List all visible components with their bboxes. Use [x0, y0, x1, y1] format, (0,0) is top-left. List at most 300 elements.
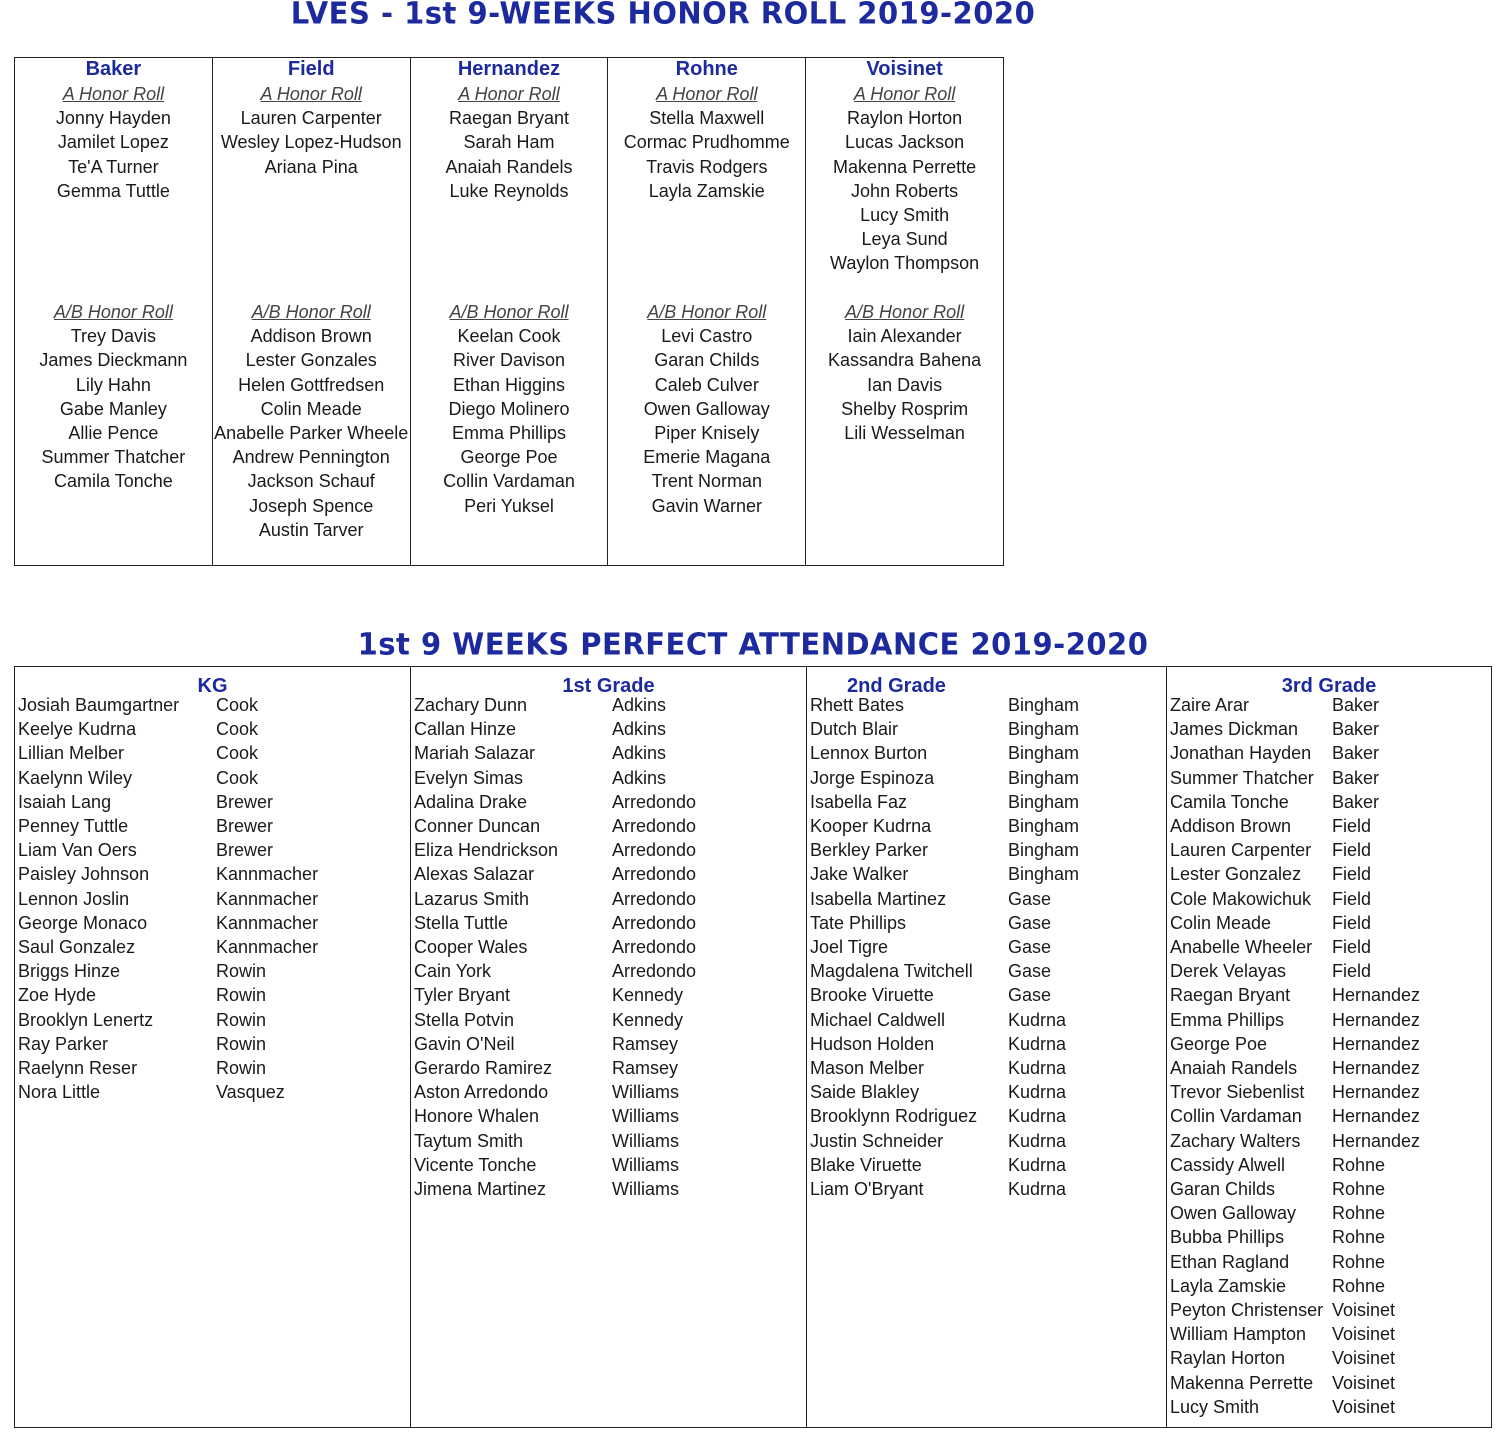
- attendance-row: [1167, 959, 1491, 983]
- student-name: Austin Tarver: [258, 519, 364, 540]
- teacher-name: Gase: [1008, 985, 1052, 1006]
- student-name: Iain Alexander: [847, 326, 962, 347]
- attendance-row: [1167, 1177, 1491, 1201]
- teacher-name: Rowin: [216, 961, 267, 982]
- teacher-name: Williams: [612, 1082, 679, 1103]
- teacher-name: Baker: [1332, 767, 1380, 788]
- teacher-name: Williams: [612, 1154, 679, 1175]
- student-name: Tyler Bryant: [414, 985, 511, 1006]
- student-name: Aston Arredondo: [414, 1082, 549, 1103]
- attendance-row: [807, 959, 1166, 983]
- teacher-name: Williams: [612, 1130, 679, 1151]
- student-name: Colin Meade: [260, 398, 362, 419]
- teacher-column: [806, 58, 1003, 565]
- student-name: Caleb Culver: [654, 374, 759, 395]
- attendance-row: [411, 766, 806, 790]
- attendance-row: [15, 935, 410, 959]
- grade-column: [411, 667, 807, 1427]
- attendance-row: [15, 766, 410, 790]
- attendance-row: [807, 887, 1166, 911]
- attendance-row: [1167, 862, 1491, 886]
- a-honor-roll-label: A Honor Roll: [260, 84, 362, 104]
- student-name: Trevor Siebenlist: [1170, 1082, 1305, 1103]
- student-name: Jackson Schauf: [247, 471, 375, 492]
- a-honor-roll-group: [608, 82, 805, 300]
- student-name: Cole Makowichuk: [1170, 888, 1312, 909]
- attendance-row: [15, 911, 410, 935]
- student-name: Gabe Manley: [59, 398, 167, 419]
- attendance-row: [1167, 1225, 1491, 1249]
- student-name: Raegan Bryant: [1170, 985, 1291, 1006]
- attendance-row: [807, 983, 1166, 1007]
- attendance-row: [1167, 1129, 1491, 1153]
- student-name: Lauren Carpenter: [1170, 840, 1312, 861]
- attendance-row: [1167, 1008, 1491, 1032]
- grade-column: [807, 667, 1167, 1427]
- student-name: Gerardo Ramirez: [414, 1058, 553, 1079]
- attendance-row: [807, 1008, 1166, 1032]
- student-name: Keelye Kudrna: [18, 719, 137, 740]
- teacher-name: Kennedy: [612, 1009, 684, 1030]
- teacher-name: Voisinet: [1332, 1300, 1396, 1321]
- teacher-name: Hernandez: [1332, 1106, 1421, 1127]
- student-name: Bubba Phillips: [1170, 1227, 1285, 1248]
- attendance-row: [1167, 983, 1491, 1007]
- student-name: Lily Hahn: [75, 374, 151, 395]
- a-honor-roll-group: [213, 82, 410, 300]
- student-name: Shelby Rosprim: [841, 398, 969, 419]
- attendance-row: [15, 1080, 410, 1104]
- attendance-row: [807, 911, 1166, 935]
- student-name: Anabelle Parker Wheele: [214, 423, 409, 444]
- student-name: Brooklynn Rodriguez: [810, 1106, 978, 1127]
- attendance-row: [807, 693, 1166, 717]
- student-name: Raegan Bryant: [448, 108, 570, 129]
- attendance-row: [1167, 717, 1491, 741]
- teacher-name: Hernandez: [1332, 1009, 1421, 1030]
- student-name: Cain York: [414, 961, 492, 982]
- student-name: Lennox Burton: [810, 743, 928, 764]
- student-name: Garan Childs: [654, 350, 760, 371]
- teacher-name: Adkins: [612, 767, 667, 788]
- student-name: Lili Wesselman: [844, 423, 965, 444]
- student-name: Addison Brown: [1170, 816, 1292, 837]
- attendance-row: [15, 814, 410, 838]
- attendance-row: [807, 1129, 1166, 1153]
- teacher-name: Kannmacher: [216, 912, 319, 933]
- attendance-row: [15, 1032, 410, 1056]
- teacher-name: Rohne: [1332, 1275, 1386, 1296]
- attendance-row: [411, 693, 806, 717]
- teacher-name: Kennedy: [612, 985, 684, 1006]
- student-name: Mariah Salazar: [414, 743, 536, 764]
- student-name: Zachary Walters: [1170, 1130, 1301, 1151]
- attendance-row: [411, 717, 806, 741]
- student-name: Trey Davis: [70, 326, 157, 347]
- student-name: Alexas Salazar: [414, 864, 535, 885]
- student-name: Kassandra Bahena: [828, 350, 982, 371]
- student-name: Ethan Ragland: [1170, 1251, 1290, 1272]
- student-name: Jamilet Lopez: [57, 132, 169, 153]
- teacher-name: Adkins: [612, 743, 667, 764]
- teacher-name: Gase: [1008, 961, 1052, 982]
- attendance-row: [411, 935, 806, 959]
- attendance-row: [411, 1080, 806, 1104]
- a-honor-roll-label: A Honor Roll: [853, 84, 956, 104]
- student-name: Camila Tonche: [54, 471, 173, 492]
- a-honor-roll-label: A Honor Roll: [656, 84, 758, 104]
- student-name: Dutch Blair: [810, 719, 899, 740]
- teacher-name: Bingham: [1008, 743, 1080, 764]
- attendance-row: [411, 741, 806, 765]
- student-name: Stella Maxwell: [649, 108, 765, 129]
- attendance-row: [411, 983, 806, 1007]
- student-name: Isabella Faz: [810, 791, 908, 812]
- student-name: Makenna Perrette: [1170, 1372, 1314, 1393]
- ab-honor-roll-group: [608, 300, 805, 518]
- student-name: Michael Caldwell: [810, 1009, 946, 1030]
- student-name: Justin Schneider: [810, 1130, 944, 1151]
- attendance-row: [1167, 1298, 1491, 1322]
- teacher-name: Arredondo: [612, 816, 697, 837]
- student-name: Joel Tigre: [810, 937, 889, 958]
- student-name: Jake Walker: [810, 864, 909, 885]
- teacher-name: Williams: [612, 1179, 679, 1200]
- student-name: Jonathan Hayden: [1170, 743, 1312, 764]
- student-name: Stella Potvin: [414, 1009, 515, 1030]
- teacher-name: Bingham: [1008, 864, 1080, 885]
- attendance-row: [411, 911, 806, 935]
- teacher-name: Baker: [85, 58, 142, 80]
- student-name: Andrew Pennington: [232, 447, 390, 468]
- teacher-name: Rowin: [216, 1058, 267, 1079]
- attendance-row: [15, 862, 410, 886]
- teacher-name: Voisinet: [1332, 1396, 1396, 1417]
- student-name: Gavin Warner: [651, 495, 762, 516]
- ab-honor-roll-group: [213, 300, 410, 542]
- teacher-name: Arredondo: [612, 888, 697, 909]
- teacher-name: Bingham: [1008, 791, 1080, 812]
- teacher-name: Ramsey: [612, 1033, 679, 1054]
- student-name: Anaiah Randels: [1170, 1058, 1298, 1079]
- student-name: Camila Tonche: [1170, 791, 1289, 812]
- attendance-row: [807, 717, 1166, 741]
- teacher-name: Rohne: [1332, 1251, 1386, 1272]
- student-name: Gavin O'Neil: [414, 1033, 515, 1054]
- teacher-name: Adkins: [612, 719, 667, 740]
- student-name: Isabella Martinez: [810, 888, 947, 909]
- student-name: Leya Sund: [861, 229, 948, 250]
- teacher-name: Gase: [1008, 912, 1052, 933]
- student-name: Makenna Perrette: [833, 156, 977, 177]
- student-name: Owen Galloway: [1170, 1203, 1297, 1224]
- attendance-row: [15, 790, 410, 814]
- attendance-row: [1167, 911, 1491, 935]
- student-name: Zachary Dunn: [414, 695, 528, 715]
- attendance-row: [1167, 935, 1491, 959]
- attendance-row: [1167, 887, 1491, 911]
- student-name: Waylon Thompson: [830, 253, 980, 274]
- student-name: Cassidy Alwell: [1170, 1154, 1286, 1175]
- teacher-name: Baker: [1332, 743, 1380, 764]
- teacher-column: [15, 58, 213, 565]
- teacher-name: Kannmacher: [216, 864, 319, 885]
- student-name: Collin Vardaman: [1170, 1106, 1302, 1127]
- attendance-row: [411, 1032, 806, 1056]
- attendance-row: [807, 1104, 1166, 1128]
- ab-honor-roll-label: A/B Honor Roll: [53, 302, 173, 322]
- ab-honor-roll-label: A/B Honor Roll: [647, 302, 767, 322]
- teacher-name: Gase: [1008, 937, 1052, 958]
- student-name: Blake Viruette: [810, 1154, 922, 1175]
- student-name: Sarah Ham: [463, 132, 555, 153]
- teacher-name: Kannmacher: [216, 937, 319, 958]
- student-name: Joseph Spence: [249, 495, 374, 516]
- student-name: Ian Davis: [867, 374, 943, 395]
- attendance-row: [1167, 1153, 1491, 1177]
- grade-heading: 2nd Grade: [847, 675, 946, 697]
- student-name: Conner Duncan: [414, 816, 541, 837]
- student-name: Lazarus Smith: [414, 888, 530, 909]
- student-name: Layla Zamskie: [1170, 1275, 1287, 1296]
- attendance-row: [15, 717, 410, 741]
- student-name: Adalina Drake: [414, 791, 528, 812]
- student-name: Travis Rodgers: [646, 156, 768, 177]
- student-name: Diego Molinero: [448, 398, 570, 419]
- teacher-name: Cook: [216, 719, 259, 740]
- teacher-name: Arredondo: [612, 864, 697, 885]
- attendance-row: [411, 814, 806, 838]
- attendance-row: [807, 1056, 1166, 1080]
- student-name: Nora Little: [18, 1082, 101, 1103]
- teacher-name: Field: [1332, 937, 1372, 958]
- attendance-row: [15, 741, 410, 765]
- attendance-row: [1167, 1346, 1491, 1370]
- teacher-name: Voisinet: [1332, 1324, 1396, 1345]
- teacher-name: Kannmacher: [216, 888, 319, 909]
- attendance-row: [15, 1056, 410, 1080]
- student-name: Colin Meade: [1170, 912, 1272, 933]
- student-name: Trent Norman: [651, 471, 762, 492]
- attendance-row: [15, 887, 410, 911]
- student-name: Ray Parker: [18, 1033, 109, 1054]
- grade-heading: 1st Grade: [562, 675, 655, 697]
- teacher-name: Voisinet: [866, 58, 943, 80]
- attendance-row: [1167, 790, 1491, 814]
- attendance-row: [807, 935, 1166, 959]
- teacher-name: Ramsey: [612, 1058, 679, 1079]
- teacher-name: Hernandez: [1332, 1082, 1421, 1103]
- a-honor-roll-group: [411, 82, 608, 300]
- attendance-row: [1167, 838, 1491, 862]
- teacher-name: Kudrna: [1008, 1106, 1067, 1127]
- teacher-name: Williams: [612, 1106, 679, 1127]
- teacher-name: Cook: [216, 743, 259, 764]
- student-name: Wesley Lopez-Hudson: [220, 132, 402, 153]
- attendance-row: [411, 959, 806, 983]
- student-name: Anaiah Randels: [445, 156, 573, 177]
- student-name: Lauren Carpenter: [240, 108, 382, 129]
- attendance-row: [807, 766, 1166, 790]
- a-honor-roll-label: A Honor Roll: [458, 84, 560, 104]
- teacher-name: Kudrna: [1008, 1130, 1067, 1151]
- student-name: Emerie Magana: [643, 447, 771, 468]
- student-name: Helen Gottfredsen: [238, 374, 385, 395]
- teacher-name: Arredondo: [612, 840, 697, 861]
- student-name: Lillian Melber: [18, 743, 125, 764]
- teacher-name: Arredondo: [612, 937, 697, 958]
- student-name: Isaiah Lang: [18, 791, 112, 812]
- student-name: Cormac Prudhomme: [623, 132, 790, 153]
- attendance-row: [807, 1177, 1166, 1201]
- attendance-row: [807, 814, 1166, 838]
- a-honor-roll-label: A Honor Roll: [62, 84, 165, 104]
- teacher-name: Voisinet: [1332, 1372, 1396, 1393]
- attendance-row: [807, 790, 1166, 814]
- student-name: Levi Castro: [661, 326, 753, 347]
- student-name: Zaire Arar: [1170, 695, 1250, 715]
- attendance-row: [411, 1153, 806, 1177]
- attendance-row: [411, 1129, 806, 1153]
- teacher-name: Field: [1332, 912, 1372, 933]
- student-name: Lucy Smith: [860, 205, 950, 226]
- ab-honor-roll-group: [411, 300, 608, 518]
- teacher-name: Field: [1332, 961, 1372, 982]
- attendance-row: [411, 1177, 806, 1201]
- student-name: Taytum Smith: [414, 1130, 524, 1151]
- teacher-column: [608, 58, 806, 565]
- student-name: Raylon Horton: [847, 108, 963, 129]
- attendance-row: [807, 741, 1166, 765]
- student-name: George Poe: [460, 447, 558, 468]
- teacher-name: Bingham: [1008, 816, 1080, 837]
- teacher-name: Baker: [1332, 791, 1380, 812]
- student-name: Honore Whalen: [414, 1106, 540, 1127]
- attendance-row: [15, 959, 410, 983]
- student-name: Saide Blakley: [810, 1082, 920, 1103]
- student-name: William Hampton: [1170, 1324, 1307, 1345]
- teacher-name: Kudrna: [1008, 1154, 1067, 1175]
- teacher-name: Kudrna: [1008, 1058, 1067, 1079]
- student-name: Anabelle Wheeler: [1170, 937, 1313, 958]
- student-name: Lennon Joslin: [18, 888, 130, 909]
- student-name: Gemma Tuttle: [56, 180, 170, 201]
- attendance-title: 1st 9 WEEKS PERFECT ATTENDANCE 2019-2020: [357, 626, 1149, 662]
- teacher-name: Rohne: [675, 58, 738, 80]
- grade-heading: KG: [197, 675, 228, 697]
- student-name: George Poe: [1170, 1033, 1268, 1054]
- teacher-name: Hernandez: [1332, 1058, 1421, 1079]
- teacher-name: Kudrna: [1008, 1082, 1067, 1103]
- teacher-name: Bingham: [1008, 767, 1080, 788]
- attendance-row: [15, 838, 410, 862]
- ab-honor-roll-label: A/B Honor Roll: [449, 302, 569, 322]
- student-name: Briggs Hinze: [18, 961, 121, 982]
- honor-roll-table: [14, 57, 1004, 566]
- ab-honor-roll-label: A/B Honor Roll: [845, 302, 965, 322]
- student-name: Summer Thatcher: [1170, 767, 1314, 788]
- teacher-name: Adkins: [612, 695, 667, 715]
- teacher-name: Kudrna: [1008, 1179, 1067, 1200]
- student-name: Allie Pence: [68, 423, 159, 444]
- teacher-name: Hernandez: [1332, 1033, 1421, 1054]
- attendance-row: [1167, 1395, 1491, 1419]
- attendance-row: [15, 983, 410, 1007]
- teacher-name: Rohne: [1332, 1179, 1386, 1200]
- ab-honor-roll-group: [15, 300, 212, 494]
- student-name: Vicente Tonche: [414, 1154, 537, 1175]
- attendance-row: [411, 838, 806, 862]
- student-name: Liam Van Oers: [18, 840, 137, 861]
- a-honor-roll-group: [15, 82, 212, 300]
- teacher-name: Bingham: [1008, 695, 1080, 715]
- student-name: Jonny Hayden: [55, 108, 171, 129]
- student-name: Layla Zamskie: [648, 180, 765, 201]
- teacher-name: Bingham: [1008, 840, 1080, 861]
- teacher-name: Hernandez: [457, 58, 561, 80]
- student-name: Summer Thatcher: [41, 447, 186, 468]
- student-name: Rhett Bates: [810, 695, 905, 715]
- attendance-row: [1167, 693, 1491, 717]
- teacher-name: Cook: [216, 695, 259, 715]
- attendance-row: [1167, 1201, 1491, 1225]
- student-name: Lucas Jackson: [845, 132, 965, 153]
- grade-column: [15, 667, 411, 1427]
- student-name: Jimena Martinez: [414, 1179, 547, 1200]
- teacher-name: Field: [1332, 816, 1372, 837]
- student-name: Ariana Pina: [264, 156, 358, 177]
- attendance-row: [411, 862, 806, 886]
- ab-honor-roll-label: A/B Honor Roll: [251, 302, 371, 322]
- attendance-row: [411, 790, 806, 814]
- attendance-row: [1167, 1080, 1491, 1104]
- student-name: Tate Phillips: [810, 912, 907, 933]
- attendance-row: [807, 862, 1166, 886]
- attendance-row: [807, 1080, 1166, 1104]
- student-name: Raylan Horton: [1170, 1348, 1286, 1369]
- grade-column: [1167, 667, 1491, 1427]
- student-name: Garan Childs: [1170, 1179, 1276, 1200]
- teacher-name: Bingham: [1008, 719, 1080, 740]
- student-name: Cooper Wales: [414, 937, 528, 958]
- student-name: Callan Hinze: [414, 719, 517, 740]
- student-name: Zoe Hyde: [18, 985, 97, 1006]
- student-name: Liam O'Bryant: [810, 1179, 924, 1200]
- teacher-name: Baker: [1332, 695, 1380, 715]
- teacher-name: Arredondo: [612, 912, 697, 933]
- attendance-row: [1167, 1032, 1491, 1056]
- teacher-name: Rohne: [1332, 1227, 1386, 1248]
- teacher-name: Brewer: [216, 816, 274, 837]
- student-name: Owen Galloway: [643, 398, 770, 419]
- student-name: Eliza Hendrickson: [414, 840, 559, 861]
- student-name: Luke Reynolds: [449, 180, 569, 201]
- teacher-name: Cook: [216, 767, 259, 788]
- attendance-row: [1167, 1274, 1491, 1298]
- attendance-row: [15, 1008, 410, 1032]
- student-name: Peyton Christenser: [1170, 1300, 1324, 1321]
- teacher-name: Rohne: [1332, 1203, 1386, 1224]
- teacher-name: Rohne: [1332, 1154, 1386, 1175]
- student-name: Evelyn Simas: [414, 767, 524, 788]
- attendance-row: [411, 1056, 806, 1080]
- teacher-name: Vasquez: [216, 1082, 285, 1103]
- attendance-row: [411, 887, 806, 911]
- teacher-name: Field: [1332, 888, 1372, 909]
- attendance-table: [14, 666, 1492, 1428]
- teacher-name: Arredondo: [612, 791, 697, 812]
- grade-heading: 3rd Grade: [1281, 675, 1377, 697]
